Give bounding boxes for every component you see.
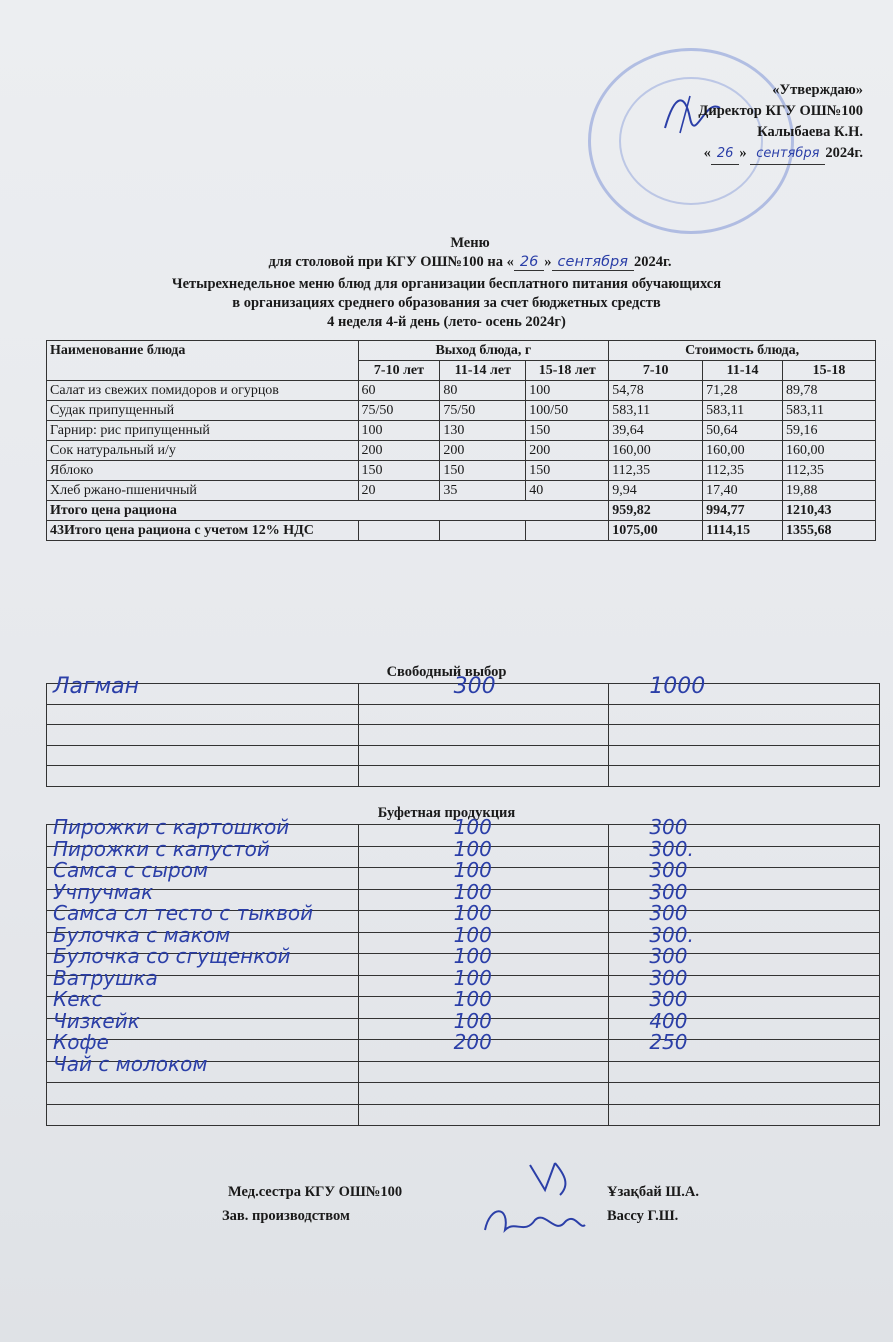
dish-value: 80 [440, 381, 526, 401]
item-qty [358, 1104, 609, 1126]
age-output-1: 7-10 лет [358, 361, 440, 381]
age-cost-1: 7-10 [609, 361, 703, 381]
item-qty [358, 745, 609, 766]
handwritten-name: Лагман [53, 674, 140, 699]
dish-value: 75/50 [440, 401, 526, 421]
handwritten-name: Булочка со сгущенкой [53, 944, 291, 968]
item-qty [358, 725, 609, 746]
vat-label: 43Итого цена рациона с учетом 12% НДС [47, 521, 359, 541]
handwritten-price: 300 [649, 815, 688, 839]
dish-value: 75/50 [358, 401, 440, 421]
handwritten-qty: 100 [453, 858, 492, 882]
table-row [47, 401, 876, 421]
handwritten-name: Самса с сыром [53, 858, 209, 882]
approval-block [603, 80, 863, 165]
dish-value: 200 [358, 441, 440, 461]
item-qty [358, 766, 609, 787]
age-output-3: 15-18 лет [526, 361, 609, 381]
handwritten-name: Ватрушка [53, 965, 158, 990]
dish-value: 60 [358, 381, 440, 401]
handwritten-qty: 100 [453, 901, 492, 925]
handwritten-qty: 100 [453, 965, 492, 990]
dish-value: 200 [440, 441, 526, 461]
handwritten-name: Кофе [53, 1030, 109, 1054]
table-row [47, 481, 876, 501]
handwritten-name: Кекс [53, 987, 103, 1011]
total-label: Итого цена рациона [47, 501, 609, 521]
menu-month: сентября [552, 254, 634, 271]
dish-value: 160,00 [609, 441, 703, 461]
handwritten-name: Учпучмак [53, 879, 154, 904]
handwritten-qty: 100 [453, 815, 492, 839]
total-15-18: 1210,43 [783, 501, 876, 521]
dish-name: Гарнир: рис припущенный [47, 421, 359, 441]
dish-value: 150 [526, 461, 609, 481]
item-name [47, 766, 359, 787]
item-name [47, 674, 359, 705]
dish-value: 17,40 [703, 481, 783, 501]
dish-name: Сок натуральный и/у [47, 441, 359, 461]
item-price [609, 1061, 880, 1083]
dish-value: 150 [440, 461, 526, 481]
dish-value: 59,16 [783, 421, 876, 441]
list-item [47, 1061, 880, 1083]
nurse-label: Мед.сестра КГУ ОШ№100 [228, 1184, 403, 1200]
item-qty [358, 1061, 609, 1083]
handwritten-price: 250 [649, 1030, 688, 1054]
approval-line-3: Калыбаева К.Н. [757, 124, 863, 140]
handwritten-qty: 100 [453, 987, 492, 1011]
dish-name: Судак припущенный [47, 401, 359, 421]
chef-label: Зав. производством [222, 1208, 350, 1224]
item-name [47, 1104, 359, 1126]
table-row [47, 441, 876, 461]
table-header-row [47, 341, 876, 361]
list-item [47, 1104, 880, 1126]
handwritten-price: 300 [649, 965, 688, 990]
chef-name: Вассу Г.Ш. [607, 1208, 679, 1224]
buffet-label: Буфетная продукция [377, 805, 516, 821]
dish-value: 200 [526, 441, 609, 461]
dish-value: 100 [358, 421, 440, 441]
approval-line-1: «Утверждаю» [772, 82, 863, 98]
menu-subtitle: для столовой при КГУ ОШ№100 на « 26 » сентября 2024г. [268, 254, 672, 270]
vat-15-18: 1355,68 [783, 521, 876, 541]
dish-name: Салат из свежих помидоров и огурцов [47, 381, 359, 401]
nurse-name: Ұзақбай Ш.А. [607, 1184, 700, 1200]
item-qty [358, 674, 609, 705]
age-output-2: 11-14 лет [440, 361, 526, 381]
age-cost-2: 11-14 [703, 361, 783, 381]
approval-month: сентября [750, 143, 825, 165]
dish-value: 130 [440, 421, 526, 441]
buffet-table [46, 815, 880, 1126]
dish-value: 100 [526, 381, 609, 401]
total-row [47, 501, 876, 521]
approval-date: « 26 » сентября 2024г. [603, 143, 863, 165]
item-price [609, 1104, 880, 1126]
total-7-10: 959,82 [609, 501, 703, 521]
item-price [609, 745, 880, 766]
dish-name: Хлеб ржано-пшеничный [47, 481, 359, 501]
item-name [47, 725, 359, 746]
col-output-header: Выход блюда, г [358, 341, 609, 361]
total-11-14: 994,77 [703, 501, 783, 521]
col-name-header: Наименование блюда [47, 341, 359, 381]
item-price [609, 1030, 880, 1062]
dish-value: 9,94 [609, 481, 703, 501]
dish-value: 160,00 [783, 441, 876, 461]
nurse-signature [520, 1155, 580, 1200]
item-name [47, 704, 359, 725]
handwritten-price: 300. [649, 836, 694, 861]
item-name [47, 745, 359, 766]
item-qty [358, 704, 609, 725]
approval-day: 26 [711, 143, 740, 165]
handwritten-name: Самса сл тесто с тыквой [53, 901, 314, 925]
table-row [47, 461, 876, 481]
handwritten-name: Чизкейк [53, 1008, 140, 1033]
handwritten-price: 300. [649, 922, 694, 947]
menu-title: Меню [450, 235, 490, 251]
menu-week-day: 4 неделя 4-й день (лето- осень 2024г) [327, 314, 566, 330]
dish-value: 40 [526, 481, 609, 501]
col-cost-header: Стоимость блюда, [609, 341, 876, 361]
dish-value: 150 [526, 421, 609, 441]
list-item [47, 745, 880, 766]
list-item [47, 1083, 880, 1105]
handwritten-price: 300 [649, 901, 688, 925]
handwritten-price: 300 [649, 858, 688, 882]
item-price [609, 674, 880, 705]
dish-value: 89,78 [783, 381, 876, 401]
handwritten-qty: 100 [453, 922, 492, 947]
handwritten-qty: 100 [453, 836, 492, 861]
dish-value: 19,88 [783, 481, 876, 501]
handwritten-qty: 100 [453, 944, 492, 968]
dish-value: 112,35 [783, 461, 876, 481]
list-item [47, 684, 880, 705]
item-qty [358, 1030, 609, 1062]
approval-line-2: Директор КГУ ОШ№100 [698, 103, 863, 119]
handwritten-qty: 100 [453, 1008, 492, 1033]
dish-value: 100/50 [526, 401, 609, 421]
handwritten-name: Пирожки с капустой [53, 836, 270, 861]
vat-7-10: 1075,00 [609, 521, 703, 541]
item-qty [358, 1083, 609, 1105]
menu-day: 26 [514, 254, 544, 271]
handwritten-name: Чай с молоком [53, 1051, 208, 1076]
handwritten-price: 300 [649, 879, 688, 904]
dish-value: 35 [440, 481, 526, 501]
list-item [47, 704, 880, 725]
dish-name: Яблоко [47, 461, 359, 481]
age-cost-3: 15-18 [783, 361, 876, 381]
item-name [47, 1051, 359, 1083]
item-price [609, 1083, 880, 1105]
vat-row [47, 521, 876, 541]
dish-value: 50,64 [703, 421, 783, 441]
dish-value: 54,78 [609, 381, 703, 401]
handwritten-price: 300 [649, 987, 688, 1011]
chef-signature [480, 1200, 590, 1245]
table-row [47, 421, 876, 441]
item-price [609, 725, 880, 746]
dish-value: 583,11 [783, 401, 876, 421]
item-price [609, 704, 880, 725]
dish-value: 583,11 [703, 401, 783, 421]
menu-description-1: Четырехнедельное меню блюд для организации бесплатного питания обучающихся [171, 276, 722, 292]
handwritten-price: 1000 [649, 674, 706, 699]
menu-description-2: в организациях среднего образования за счет бюджетных средств [232, 295, 661, 311]
handwritten-price: 400 [649, 1008, 688, 1033]
handwritten-qty: 200 [453, 1030, 492, 1054]
vat-11-14: 1114,15 [703, 521, 783, 541]
handwritten-qty: 100 [453, 879, 492, 904]
dish-value: 583,11 [609, 401, 703, 421]
free-choice-table [46, 674, 880, 787]
list-item [47, 766, 880, 787]
dish-value: 20 [358, 481, 440, 501]
dish-value: 112,35 [703, 461, 783, 481]
dish-value: 112,35 [609, 461, 703, 481]
dish-value: 71,28 [703, 381, 783, 401]
item-name [47, 1083, 359, 1105]
free-choice-label: Свободный выбор [386, 664, 507, 680]
item-price [609, 766, 880, 787]
handwritten-name: Пирожки с картошкой [53, 815, 290, 839]
menu-table [46, 340, 876, 541]
handwritten-qty: 300 [453, 674, 496, 699]
handwritten-price: 300 [649, 944, 688, 968]
handwritten-name: Булочка с маком [53, 922, 231, 947]
table-row [47, 381, 876, 401]
dish-value: 150 [358, 461, 440, 481]
dish-value: 160,00 [703, 441, 783, 461]
list-item [47, 725, 880, 746]
dish-value: 39,64 [609, 421, 703, 441]
